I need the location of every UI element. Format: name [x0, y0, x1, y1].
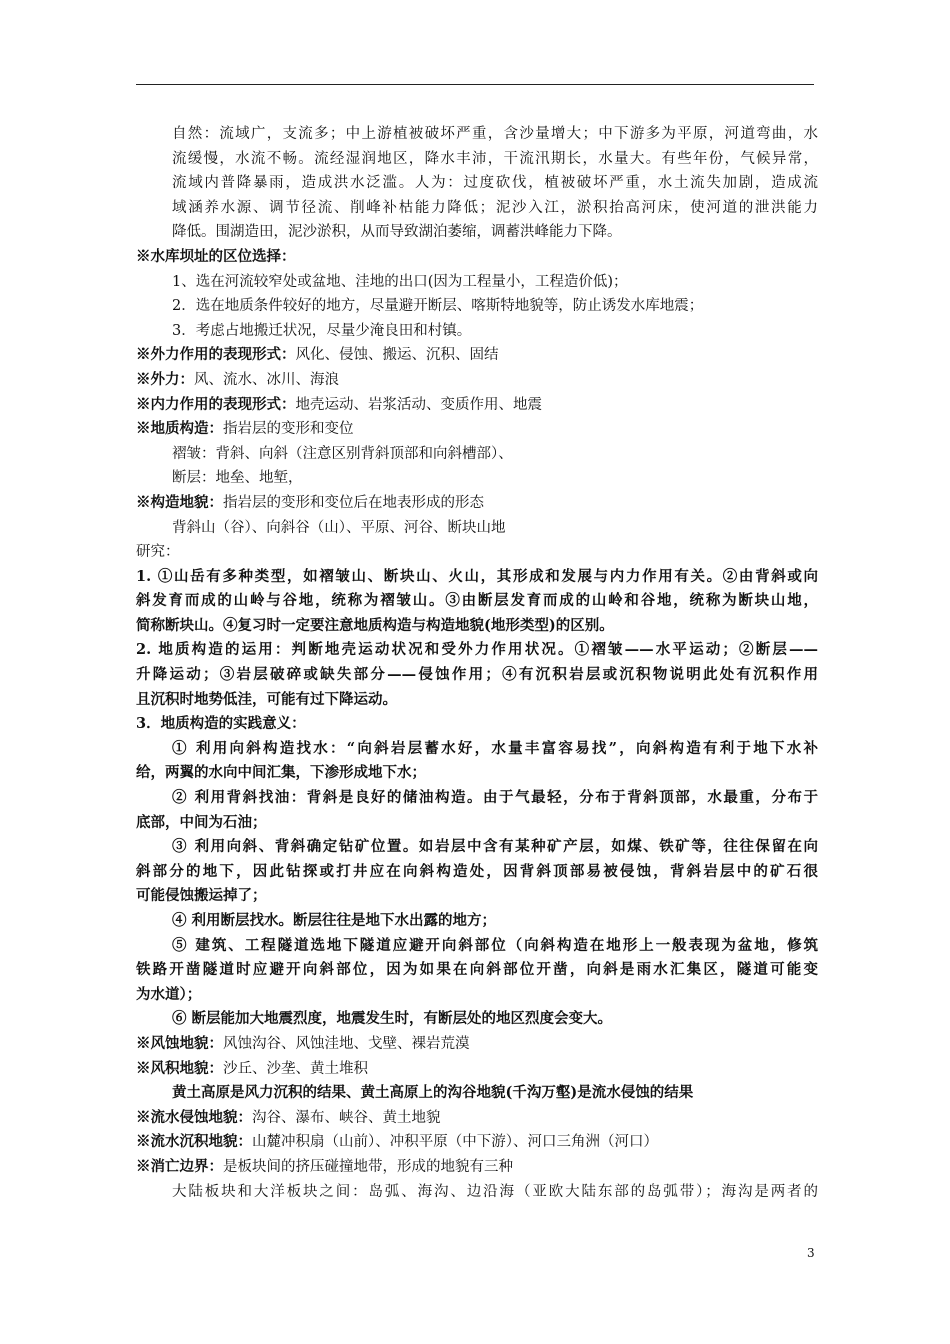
text-line: 褶皱：背斜、向斜（注意区别背斜顶部和向斜槽部）、 — [172, 445, 513, 462]
text-line: 自然：流域广，支流多；中上游植被破坏严重，含沙量增大；中下游多为平原，河道弯曲，水 — [172, 126, 818, 142]
text-line — [136, 491, 818, 516]
term-heading: ※地质构造： — [136, 420, 223, 438]
text-line: 2．选在地质条件较好的地方，尽量避开断层、喀斯特地貌等，防止诱发水库地震； — [172, 298, 704, 315]
header-rule — [136, 84, 814, 85]
term-definition: 风蚀沟谷、风蚀洼地、戈壁、裸岩荒漠 — [223, 1035, 470, 1052]
term-heading: ※风蚀地貌： — [136, 1034, 223, 1052]
text-line: 斜发育而成的山岭与谷地，统称为褶皱山。③由断层发育而成的山岭和谷地，统称为断块山地， — [136, 592, 818, 610]
page-number: 3 — [807, 1246, 815, 1260]
text-line: 升降运动；③岩层破碎或缺失部分——侵蚀作用；④有沉积岩层或沉积物说明此处有沉积作用 — [136, 666, 818, 684]
text-line: 且沉积时地势低洼，可能有过下降运动。 — [136, 690, 397, 708]
text-line: 域涵养水源、调节径流、削峰补枯能力降低；泥沙入江，淤积抬高河床，使河道的泄洪能力 — [172, 199, 818, 216]
text-line: 大陆板块和大洋板块之间：岛弧、海沟、边沿海（亚欧大陆东部的岛弧带）；海沟是两者的 — [172, 1183, 818, 1200]
term-heading: ※构造地貌： — [136, 493, 223, 511]
text-line: 1. ①山岳有多种类型，如褶皱山、断块山、火山，其形成和发展与内力作用有关。②由背斜或向 — [136, 567, 818, 585]
text-line: 3．考虑占地搬迁状况，尽量少淹良田和村镇。 — [172, 322, 472, 339]
term-heading: ※流水沉积地貌： — [136, 1133, 252, 1151]
text-line: ① 利用向斜构造找水：“向斜岩层蓄水好，水量丰富容易找”，向斜构造有利于地下水补 — [172, 739, 818, 757]
text-line: 背斜山（谷）、向斜谷（山）、平原、河谷、断块山地 — [172, 519, 506, 536]
text-line — [136, 1155, 818, 1180]
text-line: 可能侵蚀搬运掉了； — [136, 887, 267, 905]
text-line — [136, 1130, 818, 1155]
text-line: ② 利用背斜找油：背斜是良好的储油构造。由于气最轻，分布于背斜顶部，水最重，分布于 — [172, 789, 818, 807]
term-definition: 沟谷、瀑布、峡谷、黄土地貌 — [252, 1109, 441, 1126]
text-line: 断层：地垒、地堑， — [172, 470, 303, 487]
term-heading: ※消亡边界： — [136, 1157, 223, 1175]
term-definition: 风化、侵蚀、搬运、沉积、固结 — [295, 347, 499, 364]
term-definition: 地壳运动、岩浆活动、变质作用、地震 — [295, 396, 542, 413]
term-definition: 山麓冲积扇（山前）、冲积平原（中下游）、河口三角洲（河口） — [252, 1134, 658, 1151]
text-line: 为水道）； — [136, 985, 202, 1003]
term-definition: 指岩层的变形和变位 — [223, 421, 354, 438]
text-line: 2. 地质构造的运用：判断地壳运动状况和受外力作用状况。①褶皱——水平运动；②断层—— — [136, 641, 818, 659]
term-heading: ※外力： — [136, 370, 194, 388]
term-definition: 是板块间的挤压碰撞地带，形成的地貌有三种 — [223, 1158, 513, 1175]
text-line: ③ 利用向斜、背斜确定钻矿位置。如岩层中含有某种矿产层，如煤、铁矿等，往往保留在向 — [172, 838, 818, 856]
text-line — [136, 393, 818, 418]
text-line — [136, 1032, 818, 1057]
term-definition: 指岩层的变形和变位后在地表形成的形态 — [223, 494, 484, 511]
text-line: 1、选在河流较窄处或盆地、洼地的出口(因为工程量小，工程造价低)； — [172, 273, 628, 290]
term-heading: ※外力作用的表现形式： — [136, 346, 296, 364]
text-line — [136, 343, 818, 368]
text-line: ⑥ 断层能加大地震烈度，地震发生时，有断层处的地区烈度会变大。 — [172, 1010, 613, 1028]
document-body — [136, 122, 818, 1204]
text-line — [136, 1057, 818, 1082]
text-line: 3．地质构造的实践意义： — [136, 715, 306, 733]
text-line — [136, 368, 818, 393]
text-line: 降低。围湖造田，泥沙淤积，从而导致湖泊萎缩，调蓄洪峰能力下降。 — [172, 224, 622, 241]
text-line: 黄土高原是风力沉积的结果、黄土高原上的沟谷地貌(千沟万壑)是流水侵蚀的结果 — [172, 1084, 694, 1102]
term-definition: 沙丘、沙垄、黄土堆积 — [223, 1060, 368, 1077]
term-heading: ※风积地貌： — [136, 1059, 223, 1077]
text-line: 研究： — [136, 544, 180, 561]
text-line: ④ 利用断层找水。断层往往是地下水出露的地方； — [172, 912, 497, 929]
term-heading: ※内力作用的表现形式： — [136, 395, 296, 413]
term-definition: 风、流水、冰川、海浪 — [194, 371, 339, 388]
text-line: 给，两翼的水向中间汇集，下渗形成地下水； — [136, 764, 426, 782]
text-line: 铁路开凿隧道时应避开向斜部位，因为如果在向斜部位开凿，向斜是雨水汇集区，隧道可能变 — [136, 961, 818, 979]
text-line: 斜部分的地下，因此钻探或打井应在向斜构造处，因背斜顶部易被侵蚀，背斜岩层中的矿石很 — [136, 862, 818, 880]
text-line — [136, 417, 818, 442]
text-line: 流缓慢，水流不畅。流经湿润地区，降水丰沛，干流汛期长，水量大。有些年份，气候异常， — [172, 150, 818, 167]
text-line: ⑤ 建筑、工程隧道选地下隧道应避开向斜部位（向斜构造在地形上一般表现为盆地，修筑 — [172, 936, 818, 954]
text-line: 底部，中间为石油； — [136, 813, 267, 831]
text-line: 流域内普降暴雨，造成洪水泛滥。人为：过度砍伐，植被破坏严重，水土流失加剧，造成流 — [172, 175, 818, 192]
text-line: ※水库坝址的区位选择： — [136, 247, 296, 265]
term-heading: ※流水侵蚀地貌： — [136, 1108, 252, 1126]
text-line — [136, 1106, 818, 1131]
text-line: 简称断块山。④复习时一定要注意地质构造与构造地貌(地形类型)的区别。 — [136, 616, 614, 634]
